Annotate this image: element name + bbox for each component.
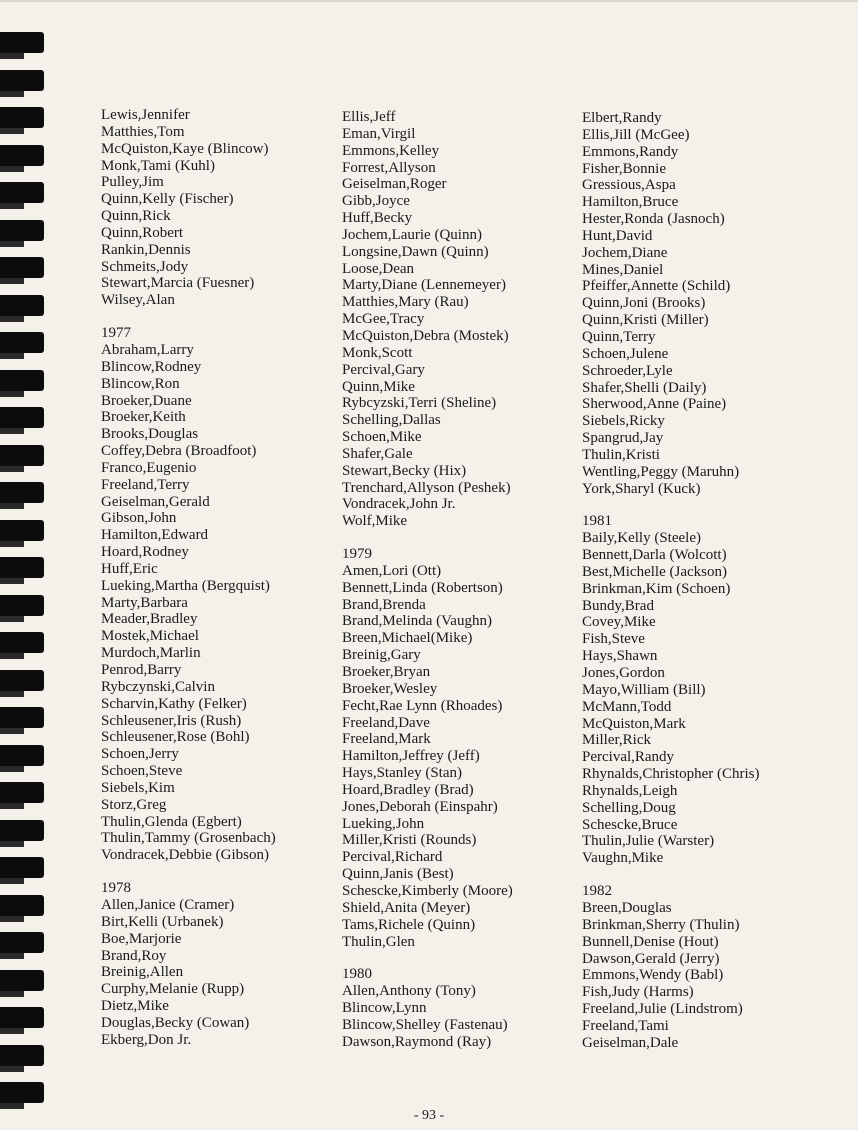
name-entry: Eman,Virgil	[342, 125, 416, 142]
name-entry: Fish,Steve	[582, 631, 645, 648]
name-entry: Broeker,Bryan	[342, 664, 431, 680]
name-entry: Storz,Greg	[101, 796, 167, 813]
binding-hole	[0, 70, 44, 91]
name-entry: Breinig,Allen	[101, 964, 184, 981]
name-entry: Blincow,Lynn	[342, 1000, 427, 1017]
name-entry: Penrod,Barry	[101, 662, 182, 678]
name-entry: Monk,Scott	[342, 344, 413, 361]
binding-hole	[0, 257, 44, 278]
name-entry: Jones,Deborah (Einspahr)	[342, 798, 498, 815]
name-entry: Quinn,Kelly (Fischer)	[101, 191, 234, 208]
name-entry: Marty,Barbara	[101, 594, 188, 611]
binding-hole	[0, 1045, 44, 1066]
column-1	[101, 107, 276, 1049]
name-entry: McQuiston,Debra (Mostek)	[342, 327, 509, 344]
name-entry: Mayo,William (Bill)	[582, 681, 706, 698]
name-entry: Lueking,John	[342, 815, 425, 832]
name-entry: Freeland,Dave	[342, 714, 430, 731]
name-entry: Percival,Randy	[582, 749, 675, 766]
name-entry: Thulin,Glenda (Egbert)	[101, 813, 242, 830]
name-entry: Fisher,Bonnie	[582, 160, 666, 177]
binding-hole	[0, 1082, 44, 1103]
column-3	[582, 110, 760, 1052]
name-entry: Rhynalds,Christopher (Chris)	[582, 766, 760, 783]
name-entry: Quinn,Joni (Brooks)	[582, 295, 706, 312]
binding-hole	[0, 220, 44, 241]
name-entry: Geiselman,Gerald	[101, 493, 210, 510]
binding-hole	[0, 595, 44, 616]
name-entry: Rankin,Dennis	[101, 241, 191, 258]
binding-hole	[0, 407, 44, 428]
section	[582, 513, 760, 867]
binding-hole	[0, 107, 44, 128]
name-entry: Geiselman,Roger	[342, 176, 447, 193]
name-entry: Boe,Marjorie	[101, 930, 182, 947]
name-entry: Pfeiffer,Annette (Schild)	[582, 278, 731, 295]
section	[582, 883, 760, 1051]
spiral-binding	[0, 0, 46, 1130]
name-entry: Miller,Kristi (Rounds)	[342, 832, 477, 849]
binding-hole	[0, 370, 44, 391]
name-entry: Scharvin,Kathy (Felker)	[101, 695, 247, 712]
name-entry: Allen,Janice (Cramer)	[101, 896, 235, 913]
name-entry: Quinn,Mike	[342, 378, 415, 395]
name-entry: Schoen,Julene	[582, 345, 669, 362]
name-entry: Matthies,Tom	[101, 123, 185, 140]
name-entry: Amen,Lori (Ott)	[342, 562, 442, 579]
name-entry: Quinn,Kristi (Miller)	[582, 312, 709, 329]
name-entry: Freeland,Julie (Lindstrom)	[582, 1001, 743, 1018]
name-entry: Stewart,Becky (Hix)	[342, 462, 467, 479]
name-entry: Ellis,Jill (McGee)	[582, 126, 690, 143]
name-entry: Lueking,Martha (Bergquist)	[101, 577, 270, 594]
binding-hole	[0, 895, 44, 916]
section	[582, 110, 760, 497]
name-entry: Hays,Shawn	[582, 648, 658, 665]
name-entry: Matthies,Mary (Rau)	[342, 294, 469, 311]
binding-hole	[0, 295, 44, 316]
binding-hole	[0, 332, 44, 353]
name-entry: Elbert,Randy	[582, 110, 662, 126]
name-entry: Blincow,Ron	[101, 375, 180, 392]
name-entry: Mostek,Michael	[101, 628, 199, 645]
name-entry: Brand,Roy	[101, 947, 167, 964]
name-entry: Allen,Anthony (Tony)	[342, 983, 476, 1000]
name-entry: Schoen,Steve	[101, 763, 183, 780]
name-entry: McQuiston,Kaye (Blincow)	[101, 140, 269, 157]
binding-hole	[0, 482, 44, 503]
column-2	[342, 109, 513, 1051]
name-entry: Jochem,Laurie (Quinn)	[342, 226, 482, 243]
name-entry: Gibson,John	[101, 510, 177, 527]
name-entry: Brand,Brenda	[342, 596, 426, 613]
name-entry: Douglas,Becky (Cowan)	[101, 1014, 250, 1031]
name-entry: Blincow,Shelley (Fastenau)	[342, 1016, 508, 1033]
name-entry: Schmeits,Jody	[101, 258, 189, 275]
name-entry: Emmons,Kelley	[342, 142, 440, 159]
name-entry: Bennett,Linda (Robertson)	[342, 579, 503, 596]
name-entry: Lewis,Jennifer	[101, 107, 190, 123]
name-entry: Shafer,Gale	[342, 445, 413, 462]
name-entry: Geiselman,Dale	[582, 1034, 679, 1051]
name-entry: Gressious,Aspa	[582, 177, 676, 194]
name-entry: Dawson,Gerald (Jerry)	[582, 950, 720, 967]
section	[342, 109, 513, 530]
name-entry: Breen,Michael(Mike)	[342, 630, 473, 647]
name-entry: Birt,Kelli (Urbanek)	[101, 913, 224, 930]
name-entry: Meader,Bradley	[101, 611, 198, 628]
binding-hole	[0, 632, 44, 653]
section	[101, 880, 276, 1048]
name-entry: Fish,Judy (Harms)	[582, 984, 694, 1001]
name-entry: Brinkman,Kim (Schoen)	[582, 580, 731, 597]
name-entry: Brinkman,Sherry (Thulin)	[582, 916, 740, 933]
name-entry: Best,Michelle (Jackson)	[582, 563, 727, 580]
name-entry: Baily,Kelly (Steele)	[582, 530, 701, 547]
name-entry: Jones,Gordon	[582, 665, 665, 681]
name-entry: Thulin,Tammy (Grosenbach)	[101, 830, 276, 847]
name-entry: Shafer,Shelli (Daily)	[582, 379, 707, 396]
year-heading: 1978	[101, 880, 131, 897]
binding-hole	[0, 557, 44, 578]
binding-hole	[0, 857, 44, 878]
name-entry: Blincow,Rodney	[101, 358, 202, 375]
name-entry: Schelling,Dallas	[342, 412, 441, 429]
name-entry: Emmons,Randy	[582, 143, 679, 160]
name-entry: Schescke,Bruce	[582, 816, 678, 833]
name-entry: Brooks,Douglas	[101, 426, 199, 443]
name-entry: Quinn,Terry	[582, 328, 656, 345]
name-entry: Broeker,Keith	[101, 409, 186, 426]
name-entry: Miller,Rick	[582, 732, 651, 749]
binding-hole	[0, 670, 44, 691]
name-entry: Monk,Tami (Kuhl)	[101, 157, 215, 174]
name-entry: Hester,Ronda (Jasnoch)	[582, 211, 725, 228]
name-entry: Broeker,Duane	[101, 392, 192, 409]
name-entry: Hoard,Bradley (Brad)	[342, 781, 474, 798]
name-entry: Marty,Diane (Lennemeyer)	[342, 277, 506, 294]
section	[342, 966, 513, 1050]
section	[342, 546, 513, 950]
binding-hole	[0, 745, 44, 766]
binding-hole	[0, 707, 44, 728]
name-entry: Stewart,Marcia (Fuesner)	[101, 275, 255, 292]
name-entry: Thulin,Julie (Warster)	[582, 833, 715, 850]
name-entry: Vaughn,Mike	[582, 850, 664, 867]
name-entry: Forrest,Allyson	[342, 159, 436, 176]
name-entry: Wolf,Mike	[342, 513, 408, 530]
name-entry: Emmons,Wendy (Babl)	[582, 967, 724, 984]
year-heading: 1977	[101, 325, 131, 342]
name-entry: Curphy,Melanie (Rupp)	[101, 981, 245, 998]
name-entry: Rybczynski,Calvin	[101, 678, 215, 695]
name-entry: Bennett,Darla (Wolcott)	[582, 547, 727, 564]
name-entry: Murdoch,Marlin	[101, 645, 201, 662]
name-entry: Bunnell,Denise (Hout)	[582, 933, 719, 950]
binding-hole	[0, 932, 44, 953]
name-entry: Breinig,Gary	[342, 647, 421, 664]
name-entry: Longsine,Dawn (Quinn)	[342, 243, 489, 260]
name-entry: Bundy,Brad	[582, 597, 654, 614]
binding-hole	[0, 520, 44, 541]
name-entry: McGee,Tracy	[342, 311, 425, 328]
name-entry: Hunt,David	[582, 227, 653, 244]
name-entry: Loose,Dean	[342, 260, 415, 277]
name-entry: Schelling,Doug	[582, 799, 676, 816]
name-entry: Ekberg,Don Jr.	[101, 1031, 192, 1048]
name-entry: Hays,Stanley (Stan)	[342, 765, 462, 782]
name-entry: Freeland,Mark	[342, 731, 431, 748]
name-entry: Hamilton,Bruce	[582, 194, 679, 211]
section	[101, 107, 276, 309]
name-entry: Breen,Douglas	[582, 899, 672, 916]
name-entry: Thulin,Kristi	[582, 446, 660, 463]
name-entry: Percival,Richard	[342, 849, 443, 866]
name-entry: Ellis,Jeff	[342, 109, 396, 125]
name-entry: Schleusener,Iris (Rush)	[101, 712, 242, 729]
name-entry: Covey,Mike	[582, 614, 656, 631]
name-entry: Hoard,Rodney	[101, 544, 189, 561]
name-entry: Siebels,Kim	[101, 779, 175, 796]
name-entry: Sherwood,Anne (Paine)	[582, 396, 727, 413]
name-entry: Shield,Anita (Meyer)	[342, 899, 471, 916]
name-entry: York,Sharyl (Kuck)	[582, 480, 701, 497]
name-entry: Wilsey,Alan	[101, 292, 175, 309]
name-entry: Schescke,Kimberly (Moore)	[342, 882, 513, 899]
binding-hole	[0, 970, 44, 991]
binding-hole	[0, 32, 44, 53]
page-number: - 93 -	[413, 1108, 445, 1123]
name-entry: Quinn,Rick	[101, 208, 171, 225]
year-heading: 1982	[582, 883, 612, 900]
year-heading: 1980	[342, 966, 372, 983]
name-entry: Trenchard,Allyson (Peshek)	[342, 479, 511, 496]
name-entry: Quinn,Janis (Best)	[342, 866, 454, 883]
name-entry: Fecht,Rae Lynn (Rhoades)	[342, 697, 503, 714]
name-entry: Hamilton,Edward	[101, 527, 209, 544]
name-entry: Rhynalds,Leigh	[582, 782, 678, 799]
name-entry: Huff,Becky	[342, 210, 413, 227]
name-entry: Schoen,Jerry	[101, 746, 179, 763]
name-entry: Thulin,Glen	[342, 933, 415, 950]
name-entry: Broeker,Wesley	[342, 680, 438, 697]
name-entry: Schroeder,Lyle	[582, 362, 673, 379]
binding-hole	[0, 820, 44, 841]
name-entry: Schoen,Mike	[342, 429, 422, 446]
name-entry: Schleusener,Rose (Bohl)	[101, 729, 250, 746]
name-entry: Mines,Daniel	[582, 261, 664, 278]
section	[101, 325, 276, 864]
name-entry: Gibb,Joyce	[342, 193, 410, 210]
name-entry: Freeland,Tami	[582, 1017, 669, 1034]
name-entry: Hamilton,Jeffrey (Jeff)	[342, 748, 480, 765]
name-entry: Quinn,Robert	[101, 224, 184, 241]
name-entry: Dietz,Mike	[101, 998, 169, 1015]
name-entry: Abraham,Larry	[101, 341, 194, 358]
name-entry: Siebels,Ricky	[582, 413, 665, 430]
name-entry: McQuiston,Mark	[582, 715, 686, 732]
name-entry: McMann,Todd	[582, 698, 672, 715]
name-entry: Huff,Eric	[101, 560, 158, 577]
binding-hole	[0, 182, 44, 203]
name-entry: Coffey,Debra (Broadfoot)	[101, 443, 257, 460]
name-entry: Vondracek,John Jr.	[342, 496, 456, 513]
name-entry: Dawson,Raymond (Ray)	[342, 1033, 492, 1050]
name-entry: Tams,Richele (Quinn)	[342, 916, 476, 933]
binding-hole	[0, 782, 44, 803]
name-entry: Jochem,Diane	[582, 244, 668, 261]
name-entry: Spangrud,Jay	[582, 430, 664, 447]
name-entry: Freeland,Terry	[101, 476, 190, 493]
binding-hole	[0, 445, 44, 466]
name-entry: Brand,Melinda (Vaughn)	[342, 613, 492, 630]
name-entry: Pulley,Jim	[101, 174, 164, 191]
binding-hole	[0, 1007, 44, 1028]
binding-hole	[0, 145, 44, 166]
name-entry: Rybcyzski,Terri (Sheline)	[342, 395, 497, 412]
name-entry: Vondracek,Debbie (Gibson)	[101, 847, 270, 864]
page-top-edge	[0, 0, 858, 2]
name-entry: Wentling,Peggy (Maruhn)	[582, 463, 740, 480]
year-heading: 1979	[342, 546, 372, 563]
name-entry: Franco,Eugenio	[101, 459, 197, 476]
name-entry: Percival,Gary	[342, 361, 425, 378]
year-heading: 1981	[582, 513, 612, 530]
